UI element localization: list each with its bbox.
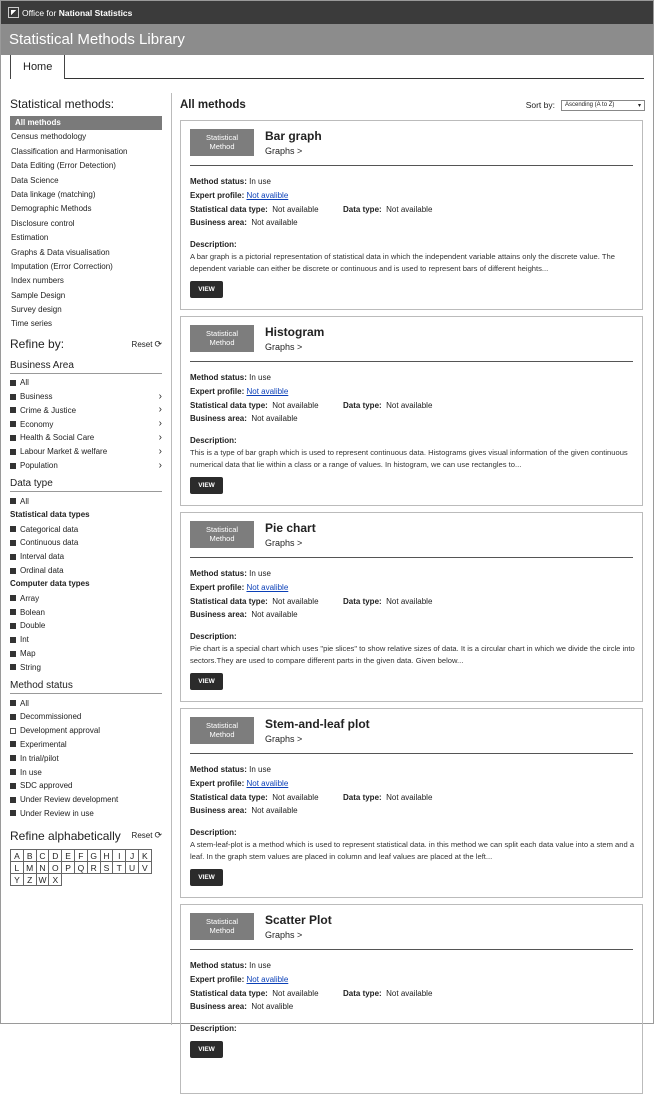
method-link[interactable]: Index numbers: [11, 276, 64, 286]
letter-filter[interactable]: O: [48, 861, 62, 874]
method-link[interactable]: Census methodology: [11, 132, 87, 142]
filter-label: Int: [20, 635, 29, 645]
letter-filter[interactable]: F: [74, 849, 88, 862]
app-title: Statistical Methods Library: [9, 31, 185, 48]
letter-filter[interactable]: P: [61, 861, 75, 874]
method-card: [180, 120, 643, 310]
meta-types: [190, 595, 633, 609]
filter-option[interactable]: [10, 431, 162, 445]
method-badge: [190, 521, 254, 548]
meta-business: Business area: Not available: [190, 218, 298, 228]
badge-line: Statistical: [205, 525, 239, 534]
method-badge: [190, 325, 254, 352]
meta-types: [190, 399, 633, 413]
stat-type-list: [10, 522, 162, 577]
page-title: All methods: [180, 99, 246, 111]
meta-expert: Expert profile: Not avalible: [190, 386, 289, 396]
filter-option[interactable]: [10, 591, 162, 605]
checkbox-icon: [10, 637, 16, 643]
checkbox-icon: [10, 380, 16, 386]
filter-option[interactable]: [10, 459, 162, 473]
checkbox-icon: [10, 769, 16, 775]
chevron-right-icon[interactable]: ›: [158, 459, 162, 471]
alpha-header: [10, 826, 162, 845]
alpha-reset-button[interactable]: Reset ⟳: [131, 830, 162, 841]
checkbox-icon: [10, 407, 16, 413]
method-link[interactable]: Classification and Harmonisation: [11, 146, 128, 156]
filter-option[interactable]: [10, 605, 162, 619]
expert-link[interactable]: Not avalible: [246, 386, 289, 396]
letter-filter[interactable]: E: [61, 849, 75, 862]
ons-logo-icon: [8, 7, 19, 18]
card-title-block: [265, 717, 370, 744]
card-meta: [190, 175, 633, 230]
letter-filter[interactable]: X: [48, 873, 62, 886]
filter-option[interactable]: [10, 660, 162, 674]
filter-label: Population: [20, 461, 58, 471]
card-title[interactable]: Scatter Plot: [265, 913, 332, 927]
filter-label: Continuous data: [20, 538, 79, 548]
letter-filter[interactable]: U: [125, 861, 139, 874]
checkbox-icon: [10, 783, 16, 789]
card-title[interactable]: Pie chart: [265, 521, 316, 535]
view-button[interactable]: VIEW: [190, 673, 223, 690]
checkbox-icon: [10, 651, 16, 657]
data-type-heading: Data type: [10, 478, 162, 492]
description-text: A stem-leaf-plot is a method which is used to represent statistical data. in this method we can split each data value into a stem and a leaf. In the graph stem values are placed in column and leaf values are placed at the left...: [190, 840, 635, 861]
expert-link[interactable]: Not avalible: [246, 190, 289, 200]
filter-label: Economy: [20, 419, 54, 429]
checkbox-icon: [10, 449, 16, 455]
filter-option[interactable]: [10, 738, 162, 752]
method-badge: [190, 913, 254, 940]
method-link[interactable]: Time series: [11, 319, 53, 329]
checkbox-icon: [10, 554, 16, 560]
checkbox-icon: [10, 498, 16, 504]
business-area-heading: Business Area: [10, 360, 162, 374]
badge-line: Statistical: [205, 917, 239, 926]
letter-filter[interactable]: H: [100, 849, 114, 862]
letter-filter[interactable]: C: [36, 849, 50, 862]
letter-filter[interactable]: Y: [10, 873, 24, 886]
letter-filter[interactable]: V: [138, 861, 152, 874]
filter-option[interactable]: [10, 710, 162, 724]
badge-line: Method: [209, 338, 235, 347]
description-label: Description:: [190, 240, 237, 250]
methods-heading: Statistical methods:: [10, 97, 115, 111]
filter-label: Decommissioned: [20, 712, 82, 722]
filter-option[interactable]: [10, 536, 162, 550]
filter-label: Categorical data: [20, 524, 79, 534]
ons-header: [1, 1, 653, 24]
filter-option[interactable]: [10, 633, 162, 647]
sidebar: [10, 97, 162, 885]
method-link[interactable]: Demographic Methods: [11, 204, 92, 214]
checkbox-icon: [10, 421, 16, 427]
sort-control: [526, 100, 645, 111]
meta-status: Method status: In use: [190, 373, 271, 382]
comp-type-list: [10, 591, 162, 674]
meta-types: [190, 791, 633, 805]
description-label: Description:: [190, 436, 237, 446]
meta-types: [190, 203, 633, 217]
method-card: [180, 904, 643, 1094]
letter-filter[interactable]: M: [23, 861, 37, 874]
letter-filter[interactable]: W: [36, 873, 50, 886]
letter-filter[interactable]: A: [10, 849, 24, 862]
checkbox-icon: [10, 394, 16, 400]
chevron-down-icon: ▾: [637, 102, 641, 109]
card-header: [190, 717, 633, 754]
app-title-bar: [1, 24, 653, 55]
chevron-right-icon[interactable]: ›: [158, 418, 162, 430]
checkbox-icon: [10, 714, 16, 720]
letter-filter[interactable]: R: [87, 861, 101, 874]
checkbox-icon: [10, 526, 16, 532]
filter-label: Experimental: [20, 739, 67, 749]
card-title-block: [265, 129, 322, 156]
alphabet-grid: [10, 849, 162, 885]
checkbox-icon: [10, 741, 16, 747]
letter-filter[interactable]: Z: [23, 873, 37, 886]
letter-filter[interactable]: Q: [74, 861, 88, 874]
card-header: [190, 325, 633, 362]
checkbox-icon: [10, 568, 16, 574]
main-nav: [10, 55, 644, 79]
meta-status: Method status: In use: [190, 765, 271, 774]
meta-data-type: Data type: Not available: [343, 204, 433, 214]
meta-stat-type: Statistical data type: Not available: [190, 400, 319, 410]
method-card: [180, 316, 643, 506]
expert-link[interactable]: Not avalible: [246, 778, 289, 788]
view-button[interactable]: VIEW: [190, 869, 223, 886]
badge-line: Method: [209, 142, 235, 151]
method-link[interactable]: Sample Design: [11, 290, 66, 300]
checkbox-icon: [10, 609, 16, 615]
checkbox-icon: [10, 540, 16, 546]
comp-types-subheading: Computer data types: [10, 579, 90, 589]
filter-option[interactable]: [10, 807, 162, 821]
method-link[interactable]: Estimation: [11, 233, 49, 243]
view-button[interactable]: VIEW: [190, 477, 223, 494]
alpha-heading: Refine alphabetically: [10, 828, 121, 843]
meta-data-type: Data type: Not available: [343, 596, 433, 606]
letter-filter[interactable]: D: [48, 849, 62, 862]
refresh-icon: ⟳: [154, 830, 162, 841]
card-title[interactable]: Bar graph: [265, 129, 322, 143]
filter-label: Under Review development: [20, 795, 119, 805]
filter-option[interactable]: [10, 403, 162, 417]
letter-filter[interactable]: J: [125, 849, 139, 862]
method-status-heading: Method status: [10, 680, 162, 694]
meta-expert: Expert profile: Not avalible: [190, 974, 289, 984]
checkbox-icon: [10, 728, 16, 734]
filter-label: All: [20, 378, 29, 388]
letter-filter[interactable]: B: [23, 849, 37, 862]
meta-business: Business area: Not available: [190, 806, 298, 816]
refine-heading: Refine by:: [10, 337, 65, 352]
meta-stat-type: Statistical data type: Not available: [190, 596, 319, 606]
chevron-right-icon[interactable]: ›: [158, 445, 162, 457]
description-label: Description:: [190, 632, 237, 642]
card-title-block: [265, 913, 332, 940]
main-content: [171, 93, 645, 1054]
method-badge: [190, 129, 254, 156]
meta-status: Method status: In use: [190, 569, 271, 578]
method-list: [10, 116, 162, 332]
card-category-link[interactable]: Graphs >: [265, 734, 303, 744]
meta-business: Business area: Not avalible: [190, 1002, 294, 1012]
method-card: [180, 512, 643, 702]
checkbox-icon: [10, 435, 16, 441]
filter-label: Map: [20, 649, 36, 658]
chevron-right-icon[interactable]: ›: [158, 404, 162, 416]
method-cards: [180, 120, 645, 1094]
card-title-block: [265, 325, 324, 352]
card-title[interactable]: Histogram: [265, 325, 325, 339]
meta-data-type: Data type: Not available: [343, 400, 433, 410]
filter-label: String: [20, 662, 41, 672]
chevron-right-icon[interactable]: ›: [158, 390, 162, 402]
filter-option[interactable]: [10, 793, 162, 807]
meta-data-type: Data type: Not available: [343, 988, 433, 998]
letter-filter[interactable]: G: [87, 849, 101, 862]
method-link[interactable]: Survey design: [11, 305, 62, 315]
filter-label: Interval data: [20, 552, 65, 562]
filter-option[interactable]: [10, 765, 162, 779]
badge-line: Statistical: [205, 721, 239, 730]
filter-option[interactable]: [10, 564, 162, 578]
filter-label: All: [20, 698, 29, 708]
main-header: [180, 95, 645, 115]
meta-stat-type: Statistical data type: Not available: [190, 792, 319, 802]
card-header: [190, 913, 633, 950]
filter-option[interactable]: [10, 751, 162, 765]
checkbox-icon: [10, 755, 16, 761]
sort-label: Sort by:: [525, 100, 555, 110]
badge-line: Method: [209, 926, 235, 935]
meta-types: [190, 987, 633, 1001]
filter-label: Ordinal data: [20, 566, 64, 576]
meta-business: Business area: Not available: [190, 414, 298, 424]
card-header: [190, 129, 633, 166]
method-link[interactable]: Disclosure control: [11, 218, 75, 228]
filter-label: SDC approved: [20, 781, 73, 791]
badge-line: Method: [209, 534, 235, 543]
meta-stat-type: Statistical data type: Not available: [190, 988, 319, 998]
sort-select[interactable]: Ascending (A to Z) ▾: [561, 100, 645, 111]
checkbox-icon: [10, 463, 16, 469]
badge-line: Method: [209, 730, 235, 739]
home-tab[interactable]: Home: [10, 55, 65, 79]
filter-option[interactable]: [10, 696, 162, 710]
badge-line: Statistical: [205, 133, 239, 142]
description-label: Description:: [190, 828, 237, 838]
meta-status: Method status: In use: [190, 177, 271, 186]
method-status-list: [10, 696, 162, 820]
description-text: This is a type of bar graph which is used to represent continuous data. Histograms gives visual information of the given continuous numerical data that lie within a class or a range of values. In histogram, we can use rectangles to...: [190, 448, 628, 469]
method-badge: [190, 717, 254, 744]
card-category-link[interactable]: Graphs >: [265, 342, 303, 352]
letter-filter[interactable]: N: [36, 861, 50, 874]
filter-label: Labour Market & welfare: [20, 447, 108, 457]
letter-filter[interactable]: K: [138, 849, 152, 862]
method-link[interactable]: Data linkage (matching): [11, 189, 96, 199]
refresh-icon: ⟳: [154, 338, 162, 349]
description-label: Description:: [190, 1024, 237, 1034]
letter-filter[interactable]: I: [112, 849, 126, 862]
card-title[interactable]: Stem-and-leaf plot: [265, 717, 370, 731]
card-title-block: [265, 521, 316, 548]
letter-filter[interactable]: S: [100, 861, 114, 874]
filter-option[interactable]: [10, 647, 162, 661]
expert-link[interactable]: Not avalible: [246, 582, 289, 592]
method-card: [180, 708, 643, 898]
filter-option[interactable]: [10, 619, 162, 633]
filter-option[interactable]: [10, 724, 162, 738]
stat-types-subheading: Statistical data types: [10, 510, 90, 520]
letter-filter[interactable]: T: [112, 861, 126, 874]
filter-label: Array: [20, 593, 40, 603]
description-text: Pie chart is a special chart which uses "pie slices" to show relative sizes of data. It is a circular chart in which we divide the circle into sectors.They are used to compare different parts in the given data. Given below...: [190, 644, 635, 665]
filter-option[interactable]: [10, 417, 162, 431]
filter-label: In trial/pilot: [20, 753, 59, 763]
checkbox-icon: [10, 810, 16, 816]
filter-option[interactable]: [10, 550, 162, 564]
reset-button[interactable]: Reset ⟳: [131, 338, 162, 349]
checkbox-icon: [10, 797, 16, 803]
method-link[interactable]: Graphs & Data visualisation: [11, 247, 110, 257]
card-meta: [190, 567, 633, 622]
filter-option[interactable]: [10, 376, 162, 390]
card-meta: [190, 371, 633, 426]
expert-link[interactable]: Not avalible: [246, 974, 289, 984]
filter-label: Bolean: [20, 607, 45, 617]
view-button[interactable]: VIEW: [190, 1041, 223, 1058]
meta-stat-type: Statistical data type: Not available: [190, 204, 319, 214]
filter-label: Double: [20, 621, 46, 631]
filter-option[interactable]: [10, 779, 162, 793]
method-link[interactable]: All methods: [10, 116, 162, 130]
meta-business: Business area: Not available: [190, 610, 298, 620]
meta-status: Method status: In use: [190, 961, 271, 970]
filter-label: Development approval: [20, 726, 101, 736]
meta-expert: Expert profile: Not avalible: [190, 582, 289, 592]
method-link[interactable]: Data Science: [11, 175, 59, 185]
method-link[interactable]: Imputation (Error Correction): [11, 261, 113, 271]
filter-label: Business: [20, 392, 53, 402]
card-meta: [190, 959, 633, 1014]
filter-option[interactable]: [10, 522, 162, 536]
meta-expert: Expert profile: Not avalible: [190, 190, 289, 200]
checkbox-icon: [10, 595, 16, 601]
filter-option[interactable]: [10, 390, 162, 404]
method-link[interactable]: Data Editing (Error Detection): [11, 161, 116, 171]
refine-header: [10, 335, 162, 354]
meta-expert: Expert profile: Not avalible: [190, 778, 289, 788]
filter-label: Health & Social Care: [20, 433, 95, 443]
meta-data-type: Data type: Not available: [343, 792, 433, 802]
badge-line: Statistical: [205, 329, 239, 338]
filter-label: Crime & Justice: [20, 405, 77, 415]
description-text: A bar graph is a pictorial representation of statistical data in which the independent variable attains only the discrete value. The dependent variable can either be discrete or continuous and is used to represent bars of different heights...: [190, 252, 615, 273]
card-header: [190, 521, 633, 558]
filter-label: In use: [20, 767, 42, 777]
card-category-link[interactable]: Graphs >: [265, 146, 303, 156]
chevron-right-icon[interactable]: ›: [158, 431, 162, 443]
filter-option[interactable]: [10, 445, 162, 459]
checkbox-icon: [10, 664, 16, 670]
checkbox-icon: [10, 700, 16, 706]
checkbox-icon: [10, 623, 16, 629]
business-area-list: [10, 376, 162, 473]
filter-label: Under Review in use: [20, 808, 94, 818]
ons-brand[interactable]: Office for National Statistics: [22, 7, 133, 18]
filter-datatype-all[interactable]: All: [10, 494, 162, 508]
letter-filter[interactable]: L: [10, 861, 24, 874]
card-meta: [190, 763, 633, 818]
card-category-link[interactable]: Graphs >: [265, 538, 303, 548]
view-button[interactable]: VIEW: [190, 281, 223, 298]
card-category-link[interactable]: Graphs >: [265, 930, 303, 940]
